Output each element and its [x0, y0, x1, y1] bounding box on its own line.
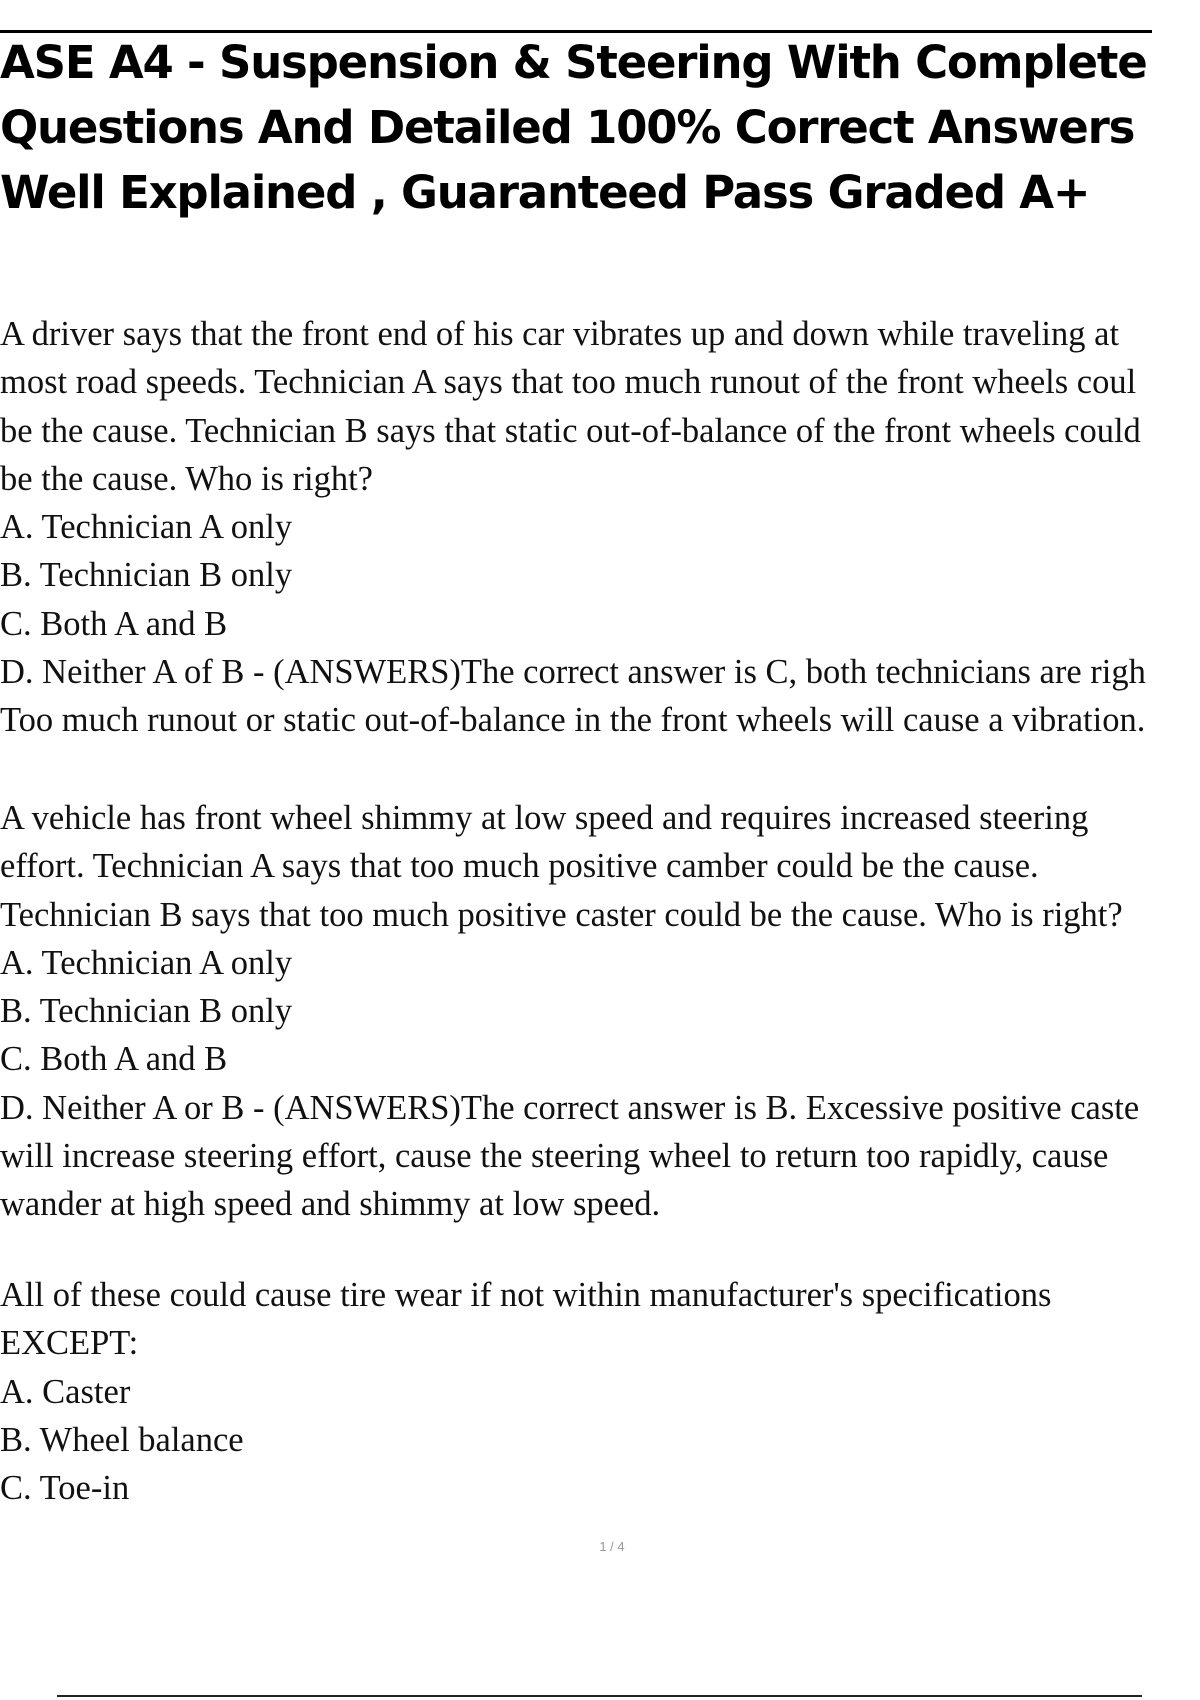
- question-3-option-c: C. Toe-in: [0, 1469, 130, 1508]
- question-1-line: be the cause. Who is right?: [0, 459, 373, 498]
- question-1-explanation: Too much runout or static out-of-balance in the front wheels will cause a vibration.: [0, 701, 1146, 740]
- question-1-option-b: B. Technician B only: [0, 556, 293, 595]
- question-block-3: [0, 1271, 1200, 1512]
- question-1-line: A driver says that the front end of his car vibrates up and down while traveling at: [0, 315, 1120, 353]
- question-block-1: [0, 310, 1200, 745]
- question-3-line: All of these could cause tire wear if not within manufacturer's specifications: [0, 1276, 1052, 1314]
- question-3-option-a: A. Caster: [0, 1372, 131, 1411]
- title-line-3: Well Explained , Guaranteed Pass Graded A+: [0, 166, 1090, 219]
- question-2-line: A vehicle has front wheel shimmy at low speed and requires increased steering: [0, 799, 1089, 837]
- question-1-option-a: A. Technician A only: [0, 508, 293, 547]
- footer-divider: [57, 1695, 1142, 1697]
- question-2-option-c: C. Both A and B: [0, 1040, 228, 1079]
- question-2-explanation: wander at high speed and shimmy at low speed.: [0, 1185, 661, 1224]
- question-1-option-d-answer: D. Neither A of B - (ANSWERS)The correct answer is C, both technicians are righ: [0, 653, 1146, 692]
- question-3-line: EXCEPT:: [0, 1324, 139, 1363]
- question-2-explanation: will increase steering effort, cause the steering wheel to return too rapidly, cause: [0, 1137, 1109, 1176]
- page-number: 1 / 4: [599, 1539, 625, 1554]
- question-2-line: effort. Technician A says that too much positive camber could be the cause.: [0, 847, 1039, 886]
- question-3-option-b: B. Wheel balance: [0, 1420, 244, 1459]
- title-strikethrough-rule: [0, 30, 1152, 33]
- question-block-2: [0, 794, 1200, 1229]
- title-line-1: ASE A4 - Suspension & Steering With Complete: [0, 36, 1147, 89]
- question-1-line: be the cause. Technician B says that static out-of-balance of the front wheels could: [0, 411, 1141, 450]
- question-2-line: Technician B says that too much positive caster could be the cause. Who is right?: [0, 895, 1123, 934]
- question-2-option-d-answer: D. Neither A or B - (ANSWERS)The correct answer is B. Excessive positive caste: [0, 1088, 1140, 1127]
- question-2-option-b: B. Technician B only: [0, 992, 293, 1031]
- question-1-option-c: C. Both A and B: [0, 604, 228, 643]
- document-title: [0, 30, 1200, 225]
- question-1-line: most road speeds. Technician A says that too much runout of the front wheels coul: [0, 363, 1137, 402]
- question-2-option-a: A. Technician A only: [0, 943, 293, 982]
- title-line-2: Questions And Detailed 100% Correct Answers: [0, 101, 1135, 154]
